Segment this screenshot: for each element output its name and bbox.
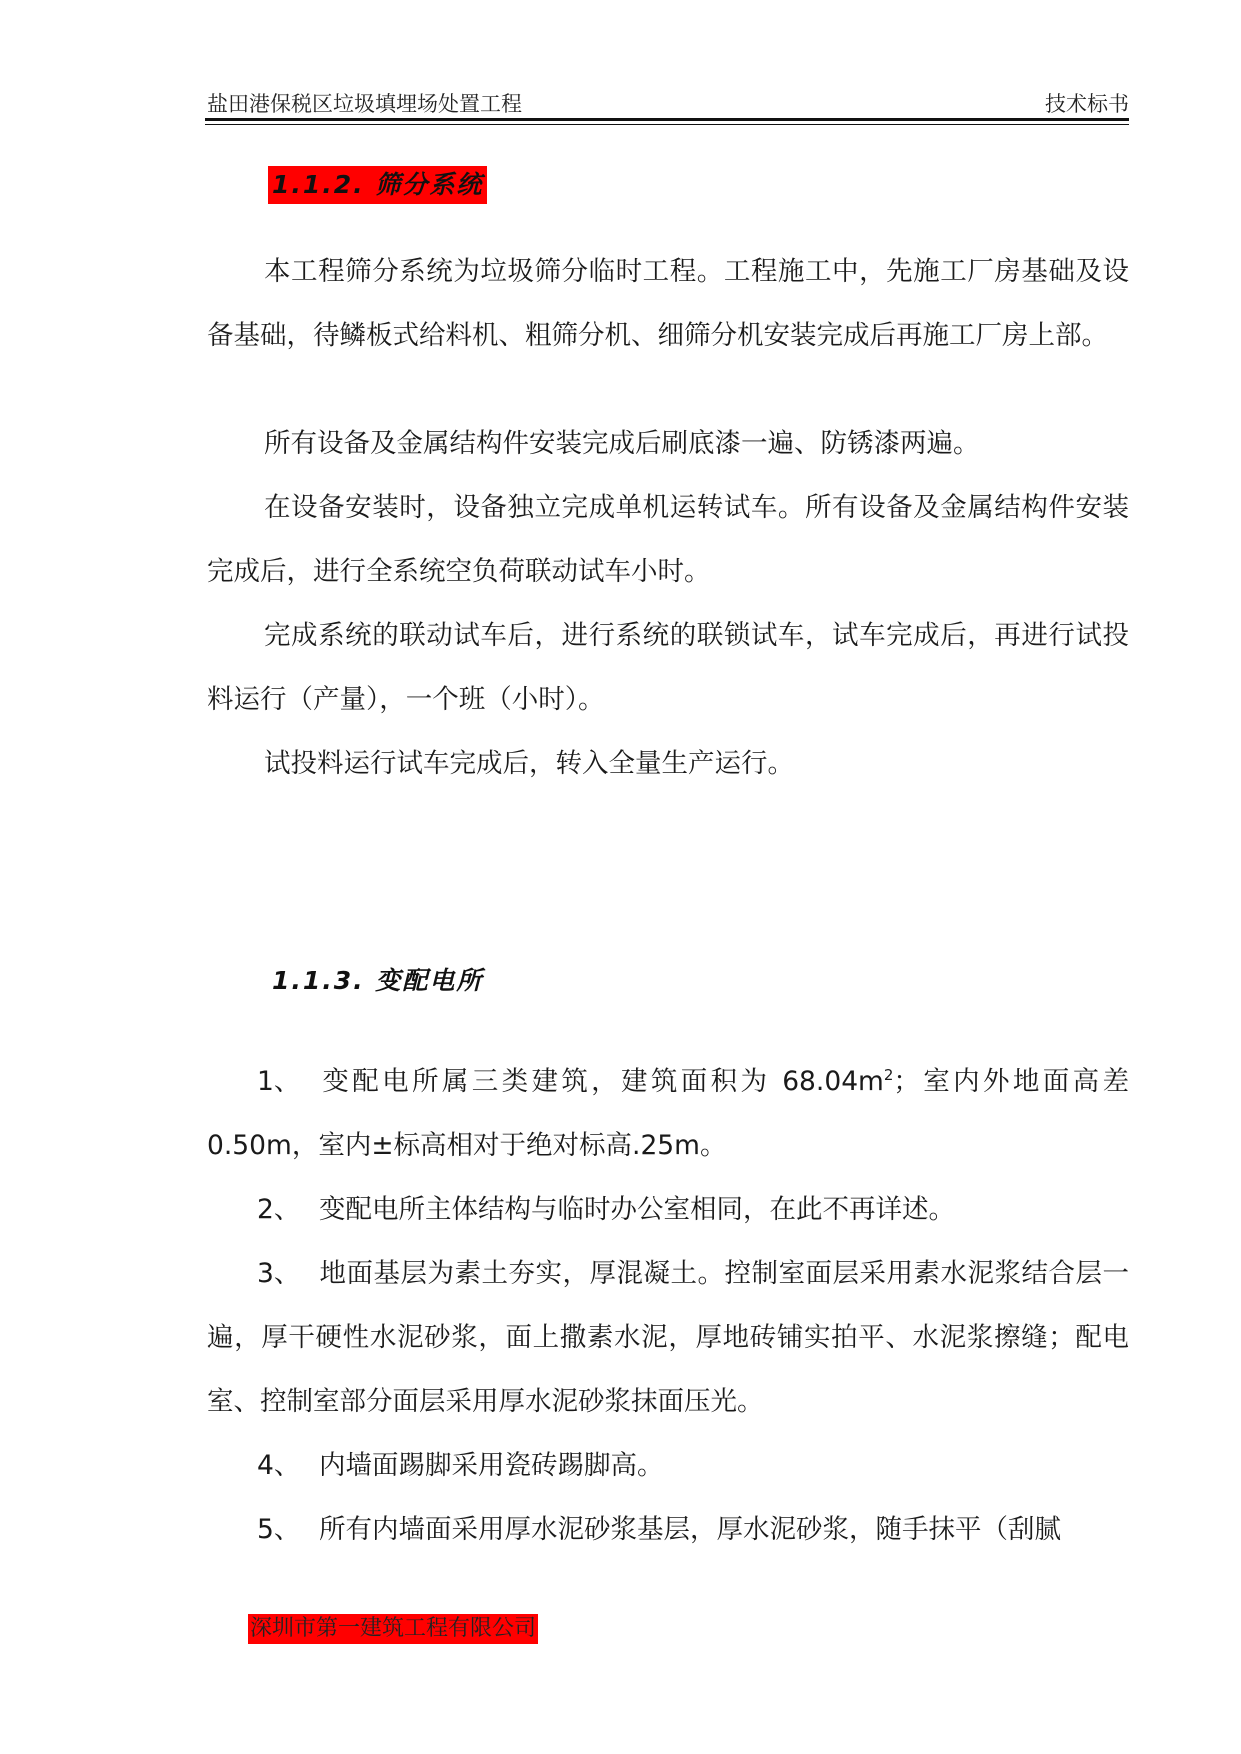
- list-item-text: 变配电所主体结构与临时办公室相同，在此不再详述。: [319, 1194, 955, 1225]
- list-item: [207, 1050, 1129, 1178]
- paragraph-primer-coating: 所有设备及金属结构件安装完成后刷底漆一遍、防锈漆两遍。: [264, 428, 980, 459]
- project-title: 盐田港保税区垃圾填埋场处置工程: [207, 92, 522, 116]
- paragraph-interlock-test: 完成系统的联动试车后，进行系统的联锁试车，试车完成后，再进行试投料运行（产量），一个班（小时）。: [207, 620, 1129, 715]
- list-item-number: 2、: [257, 1194, 301, 1225]
- footer-company-name: 深圳市第一建筑工程有限公司: [248, 1614, 538, 1644]
- list-item-text: 变配电所属三类建筑，建筑面积为 68.04m: [319, 1066, 884, 1097]
- superscript: 2: [883, 1066, 894, 1085]
- list-item-number: 3、: [257, 1258, 301, 1289]
- list-item: [207, 1434, 1129, 1498]
- list-item: [207, 1242, 1129, 1434]
- list-item-text: 地面基层为素土夯实，厚混凝土。控制室面层采用素水泥浆结合层一遍，厚干硬性水泥砂浆，面上撒素水泥，厚地砖铺实拍平、水泥浆擦缝；配电室、控制室部分面层采用厚水泥砂浆抹面压光。: [207, 1258, 1129, 1417]
- header-rule-thick: [205, 118, 1129, 121]
- list-item-text-cont: ；室内外地面高差 0.50m，室内±标高相对于绝对标高.25m。: [207, 1066, 1130, 1161]
- list-item-number: 5、: [257, 1514, 301, 1545]
- list-item: [207, 1178, 1129, 1242]
- header-rule-thin: [205, 124, 1129, 125]
- list-item-text: 内墙面踢脚采用瓷砖踢脚高。: [319, 1450, 664, 1481]
- list-item-text: 所有内墙面采用厚水泥砂浆基层，厚水泥砂浆，随手抹平（刮腻: [319, 1514, 1061, 1545]
- paragraph-full-production: 试投料运行试车完成后，转入全量生产运行。: [264, 748, 794, 779]
- list-item-number: 4、: [257, 1450, 301, 1481]
- document-type: 技术标书: [1045, 92, 1129, 116]
- paragraph-commissioning: 在设备安装时，设备独立完成单机运转试车。所有设备及金属结构件安装完成后，进行全系统空负荷联动试车小时。: [207, 492, 1129, 587]
- list-item-number: 1、: [257, 1066, 301, 1097]
- section-heading-screening-system: 1.1.2. 筛分系统: [268, 166, 487, 204]
- paragraph-screening-intro: 本工程筛分系统为垃圾筛分临时工程。工程施工中，先施工厂房基础及设备基础，待鳞板式给料机、粗筛分机、细筛分机安装完成后再施工厂房上部。: [207, 256, 1129, 351]
- list-item: [207, 1498, 1129, 1562]
- section-heading-substation: 1.1.3. 变配电所: [272, 966, 484, 995]
